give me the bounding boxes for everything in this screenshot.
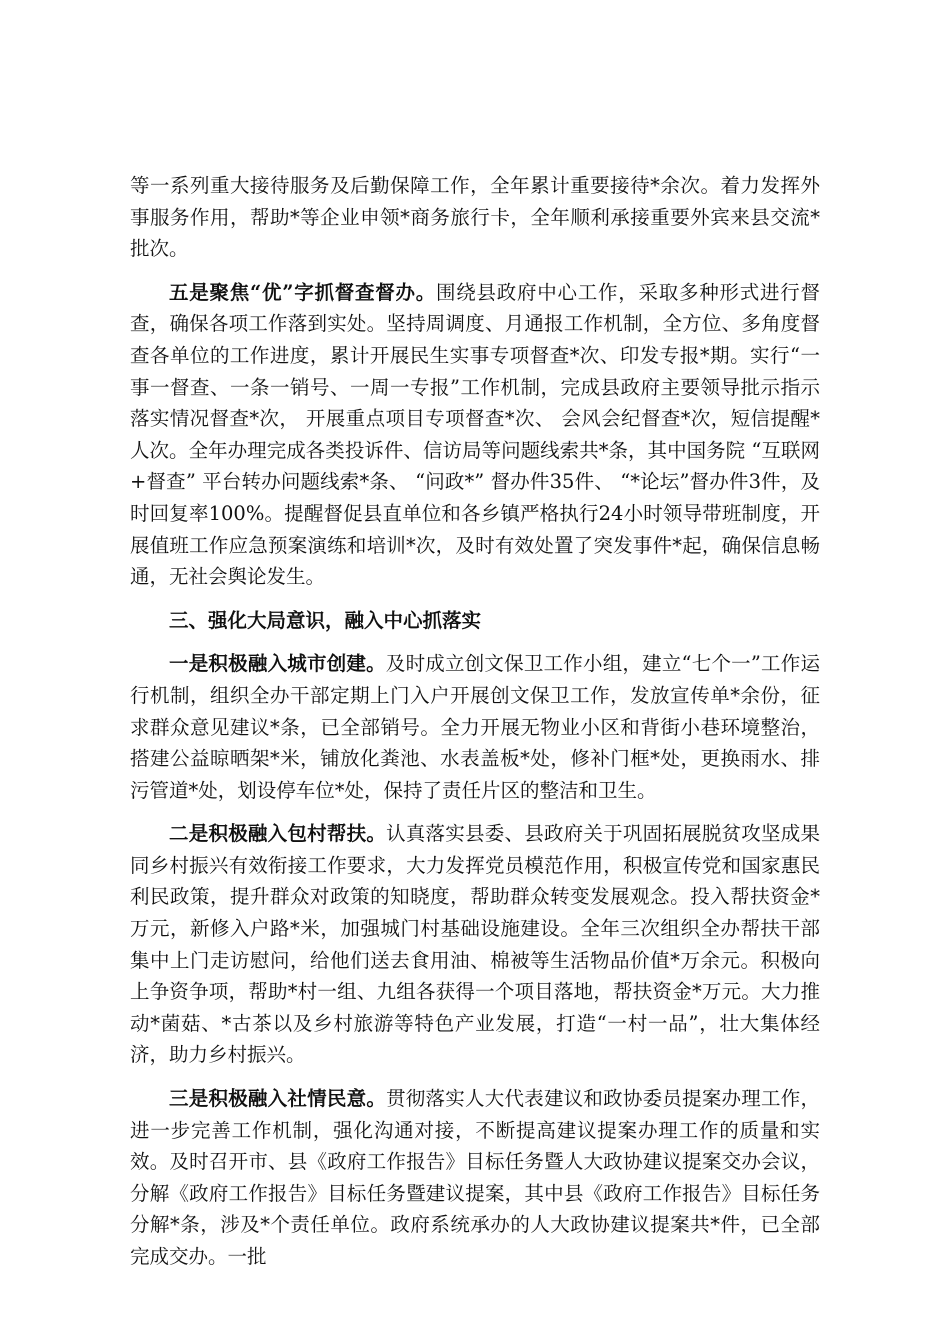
paragraph-village-assistance [130, 818, 820, 1071]
paragraph-reception-continued [130, 170, 820, 265]
paragraph-city-creation [130, 648, 820, 806]
paragraph-lead: 三是积极融入社情民意。 [169, 1087, 387, 1111]
section-heading: 三、强化大局意识，融入中心抓落实 [169, 608, 482, 632]
paragraph-text: 认真落实县委、县政府关于巩固拓展脱贫攻坚成果同乡村振兴有效衔接工作要求，大力发挥党员模范作用，积极宣传党和国家惠民利民政策，提升群众对政策的知晓度，帮助群众转变发展观念。投入帮扶资金*万元，新修入户路*米，加强城门村基础设施建设。全年三次组织全办帮扶干部集中上门走访慰问，给他们送去食用油、棉被等生活物品价值*万余元。积极向上争资争项，帮助*村一组、九组各获得一个项目落地，帮扶资金*万元。大力推动*菌菇、*古茶以及乡村旅游等特色产业发展，打造“一村一品”，壮大集体经济，助力乡村振兴。 [130, 822, 820, 1067]
paragraph-text: 及时成立创文保卫工作小组，建立“七个一”工作运行机制，组织全办干部定期上门入户开展创文保卫工作，发放宣传单*余份，征求群众意见建议*条，已全部销号。全力开展无物业小区和背街小巷环境整治，搭建公益晾晒架*米，铺放化粪池、水表盖板*处，修补门框*处，更换雨水、排污管道*处，划设停车位*处，保持了责任片区的整洁和卫生。 [130, 652, 820, 802]
paragraph-text: 等一系列重大接待服务及后勤保障工作，全年累计重要接待*余次。着力发挥外事服务作用，帮助*等企业申领*商务旅行卡，全年顺利承接重要外宾来县交流*批次。 [130, 174, 820, 261]
paragraph-lead: 五是聚焦“优”字抓督查督办。 [169, 280, 436, 304]
paragraph-lead: 二是积极融入包村帮扶。 [169, 822, 387, 846]
paragraph-text: 贯彻落实人大代表建议和政协委员提案办理工作，进一步完善工作机制，强化沟通对接，不断提高建议提案办理工作的质量和实效。及时召开市、县《政府工作报告》目标任务暨人大政协建议提案交办会议，分解《政府工作报告》目标任务暨建议提案，其中县《政府工作报告》目标任务分解*条，涉及*个责任单位。政府系统承办的人大政协建议提案共*件，已全部完成交办。一批 [130, 1087, 820, 1268]
paragraph-lead: 一是积极融入城市创建。 [169, 652, 386, 676]
paragraph-supervision [130, 277, 820, 593]
paragraph-public-opinion [130, 1083, 820, 1273]
paragraph-text: 围绕县政府中心工作，采取多种形式进行督查，确保各项工作落到实处。坚持周调度、月通报工作机制，全方位、多角度督查各单位的工作进度，累计开展民生实事专项督查*次、印发专报*期。实行“一事一督查、一条一销号、一周一专报”工作机制，完成县政府主要领导批示指示落实情况督查*次， 开展重点项目专项督查*次、 会风会纪督查*次，短信提醒*人次。全年办理完成各类投诉件、信访局等问题线索共*条，其中国务院 “互联网+督查” 平台转办问题线索*条、 “问政*” 督办件35件、 “*论坛”督办件3件，及时回复率100%。提醒督促县直单位和各乡镇严格执行24小时领导带班制度，开展值班工作应急预案演练和培训*次，及时有效处置了突发事件*起，确保信息畅通，无社会舆论发生。 [130, 280, 820, 589]
document-page [130, 170, 820, 1285]
